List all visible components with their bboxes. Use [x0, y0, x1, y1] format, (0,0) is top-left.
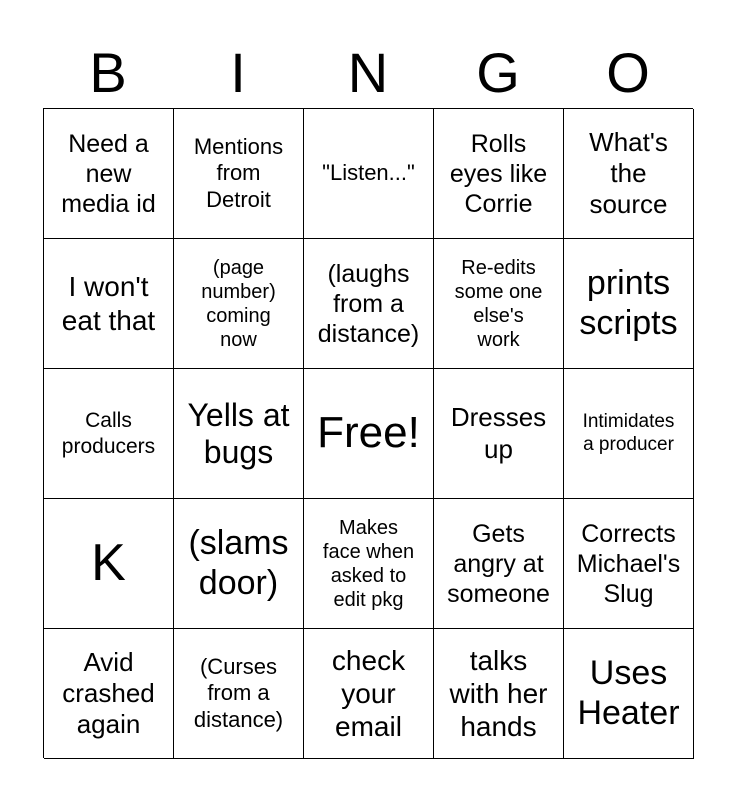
bingo-cell[interactable] — [304, 109, 434, 239]
cell-text: Yells at bugs — [187, 396, 290, 470]
bingo-cell[interactable] — [434, 629, 564, 759]
bingo-cell[interactable] — [174, 629, 304, 759]
cell-text: check your email — [331, 644, 406, 743]
cell-text: (Curses from a distance) — [193, 653, 284, 732]
bingo-cell[interactable] — [564, 499, 694, 629]
cell-text: prints scripts — [579, 264, 678, 342]
bingo-grid — [43, 108, 693, 758]
bingo-cell[interactable] — [44, 499, 174, 629]
cell-text: Re-edits some one else's work — [454, 256, 543, 351]
bingo-cell[interactable] — [44, 109, 174, 239]
cell-text: (laughs from a distance) — [317, 259, 420, 348]
cell-text: I won't eat that — [61, 271, 156, 336]
bingo-cell[interactable] — [434, 109, 564, 239]
bingo-cell[interactable] — [434, 499, 564, 629]
cell-text: What's the source — [589, 126, 668, 220]
bingo-cell[interactable] — [434, 369, 564, 499]
cell-text: Intimidates a producer — [582, 410, 675, 455]
cell-text: K — [91, 534, 126, 593]
cell-text: Dresses up — [450, 402, 547, 464]
bingo-cell[interactable] — [564, 369, 694, 499]
bingo-cell[interactable] — [174, 369, 304, 499]
cell-text: "Listen..." — [322, 160, 415, 186]
bingo-header — [43, 38, 693, 108]
free-space-text: Free! — [317, 408, 420, 458]
bingo-cell[interactable] — [44, 239, 174, 369]
bingo-cell[interactable] — [304, 629, 434, 759]
cell-text: Mentions from Detroit — [193, 133, 284, 212]
cell-text: Gets angry at someone — [447, 519, 550, 608]
cell-text: Rolls eyes like Corrie — [449, 129, 548, 218]
cell-text: Uses Heater — [577, 654, 680, 732]
bingo-cell[interactable] — [44, 629, 174, 759]
bingo-cell[interactable] — [434, 239, 564, 369]
cell-text: (slams door) — [188, 524, 289, 602]
bingo-cell[interactable] — [564, 629, 694, 759]
cell-text: talks with her hands — [449, 644, 548, 743]
bingo-cell[interactable] — [304, 239, 434, 369]
header-letter-n: N — [347, 41, 389, 104]
bingo-cell[interactable] — [304, 499, 434, 629]
cell-text: (page number) coming now — [201, 256, 276, 351]
free-space[interactable] — [304, 369, 434, 499]
header-letter-b: B — [89, 41, 127, 104]
bingo-cell[interactable] — [174, 239, 304, 369]
bingo-cell[interactable] — [174, 499, 304, 629]
cell-text: Need a new media id — [61, 129, 156, 218]
cell-text: Corrects Michael's Slug — [576, 519, 681, 608]
bingo-cell[interactable] — [174, 109, 304, 239]
header-letter-i: I — [230, 41, 246, 104]
cell-text: Avid crashed again — [62, 646, 155, 740]
bingo-cell[interactable] — [44, 369, 174, 499]
cell-text: Makes face when asked to edit pkg — [322, 516, 415, 611]
bingo-cell[interactable] — [564, 239, 694, 369]
bingo-cell[interactable] — [564, 109, 694, 239]
header-letter-g: G — [476, 41, 520, 104]
cell-text: Calls producers — [61, 409, 156, 458]
header-letter-o: O — [606, 41, 650, 104]
